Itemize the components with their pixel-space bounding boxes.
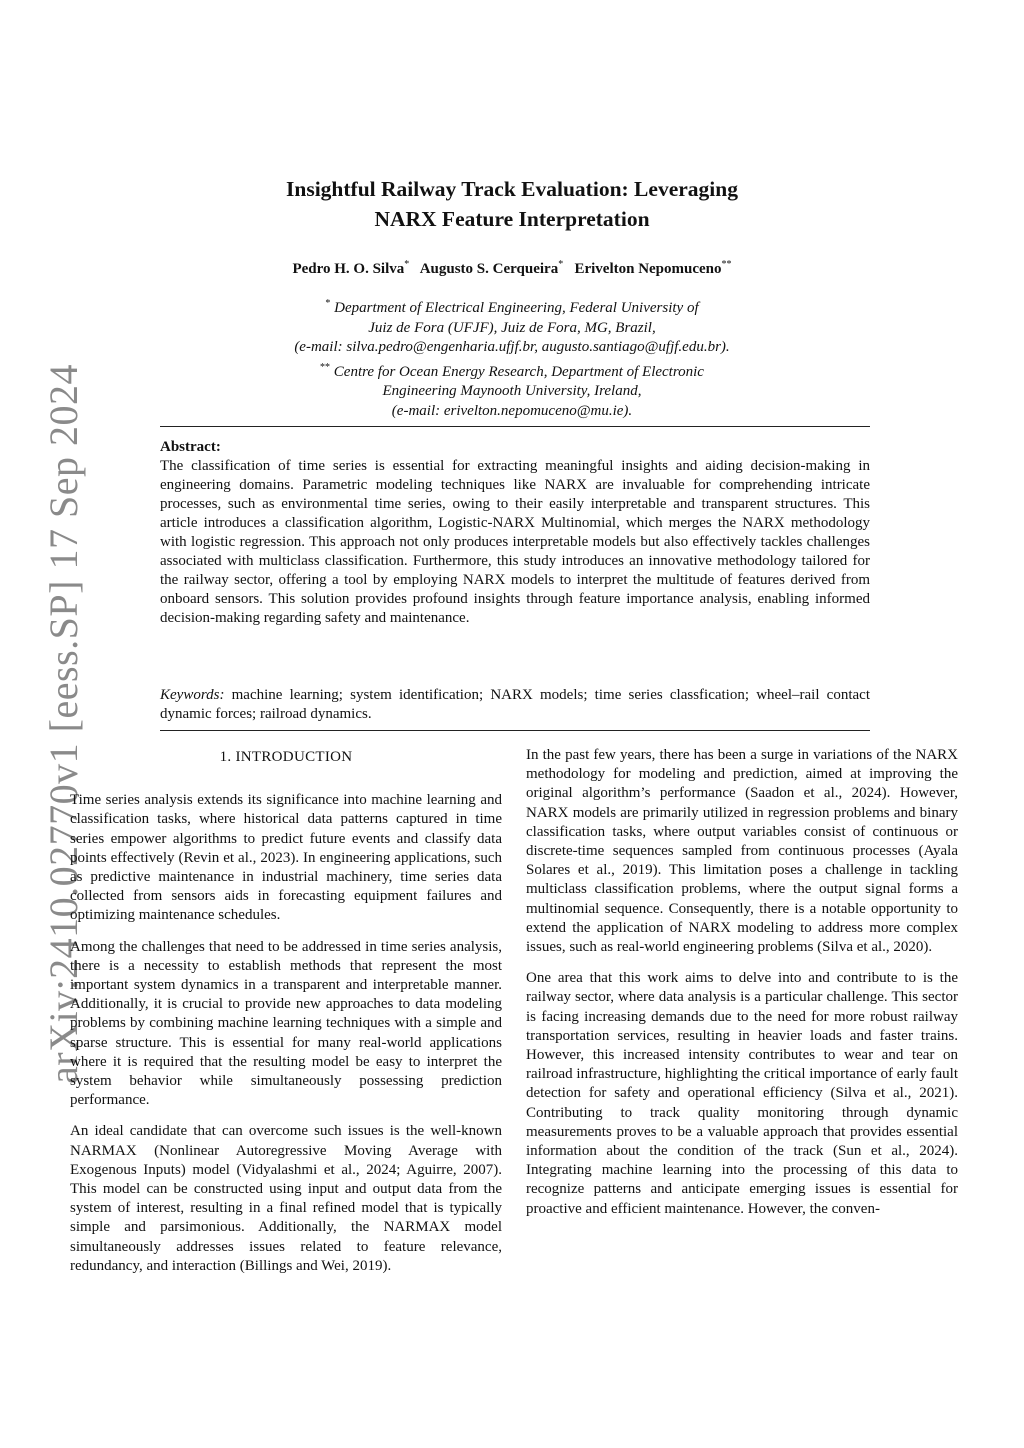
- keywords-label: Keywords:: [160, 687, 225, 703]
- author-mark: *: [404, 259, 410, 270]
- body-paragraph: Time series analysis extends its significance into machine learning and classification tasks, where historical data patterns captured in time series empower algorithms to predict future events and classify data points effectively (Revin et al., 2023). In engineering applications, such as predictive maintenance in industrial machinery, time series data collected from sensors aids in forecasting equipment failures and optimizing maintenance schedules.: [70, 792, 502, 924]
- body-paragraph: Among the challenges that need to be addressed in time series analysis, there is a necessity to establish methods that represent the most important system dynamics in a transparent and interpretable manner. Additionally, it is crucial to provide new approaches to data modeling problems by combining machine learning techniques with a simple and sparse structure. This is essential for many real-world applications where it is required that the resulting model be easy to interpret the system behavior while simultaneously possessing prediction performance.: [70, 938, 502, 1109]
- affiliation-email: (e-mail: silva.pedro@engenharia.ufjf.br, augusto.santiago@ufjf.edu.br).: [294, 339, 730, 356]
- affiliation-mark: **: [320, 361, 331, 373]
- abstract-heading: Abstract:: [160, 439, 221, 455]
- affiliation-line: Engineering Maynooth University, Ireland,: [382, 383, 642, 400]
- section-heading: 1. INTRODUCTION: [219, 749, 353, 765]
- affiliation-email: (e-mail: erivelton.nepomuceno@mu.ie).: [391, 402, 633, 419]
- keywords: [160, 686, 870, 724]
- abstract-bottom-rule: [160, 730, 870, 731]
- body-paragraph: In the past few years, there has been a surge in variations of the NARX methodology for modeling and prediction, aimed at improving the original algorithm’s performance (Saadon et al., 2024). However, NARX models are primarily utilized in regression problems and binary classification tasks, where output variables consist of continuous or discrete-time sequences sampled from continuous processes (Ayala Solares et al., 2019). This limitation poses a challenge in tackling multiclass classification problems, where the output signal forms a multinomial sequence. Consequently, there is a notable opportunity to extend the application of NARX modeling to address more complex issues, such as real-world engineering problems (Silva et al., 2020).: [526, 747, 958, 956]
- author-mark: *: [558, 259, 564, 270]
- paper-title: [200, 174, 824, 234]
- affiliation-line: Juiz de Fora (UFJF), Juiz de Fora, MG, Brazil,: [368, 319, 656, 336]
- abstract-top-rule: [160, 426, 870, 427]
- title-line-1: Insightful Railway Track Evaluation: Leveraging: [286, 177, 738, 201]
- body-paragraph: One area that this work aims to delve into and contribute to is the railway sector, where data analysis is a particular challenge. This sector is facing increasing demands due to the need for more robust railway transportation services, resulting in heavier loads and faster trains. However, this increased intensity contributes to wear and tear on railroad infrastructure, highlighting the critical importance of early fault detection for safety and operational efficiency (Silva et al., 2021). Contributing to track quality monitoring through dynamic measurements proves to be a valuable approach that provides essential information about the condition of the track (Sun et al., 2024). Integrating machine learning into the processing of this data to recognize patterns and anticipate emerging issues is essential for proactive and efficient maintenance. However, the conven-: [526, 970, 958, 1217]
- author-list: [200, 256, 824, 278]
- left-column: [70, 746, 502, 1288]
- author-name: Augusto S. Cerqueira: [419, 261, 559, 277]
- affiliations: [200, 294, 824, 422]
- affiliation-mark: *: [325, 298, 331, 309]
- right-column: [526, 746, 958, 1231]
- affiliation-line: Centre for Ocean Energy Research, Department of Electronic: [333, 363, 704, 380]
- keywords-text: machine learning; system identification; NARX models; time series classfication; wheel–rail contact dynamic forces; railroad dynamics.: [160, 687, 870, 722]
- arxiv-stamp: arXiv:2410.02770v1 [eess.SP] 17 Sep 2024: [41, 364, 86, 1084]
- abstract: [160, 438, 870, 628]
- author-mark: **: [721, 259, 732, 270]
- abstract-text: The classification of time series is essential for extracting meaningful insights and aiding decision-making in engineering domains. Parametric modeling techniques like NARX are invaluable for comprehending intricate processes, such as environmental time series, owing to their easily interpretable and transparent structures. This article introduces a classification algorithm, Logistic-NARX Multinomial, which merges the NARX methodology with logistic regression. This approach not only produces interpretable models but also effectively tackles challenges associated with multiclass classification. Furthermore, this study introduces an innovative methodology tailored for the railway sector, offering a tool by employing NARX models to interpret the multitude of features derived from onboard sensors. This solution provides profound insights through feature importance analysis, enabling informed decision-making regarding safety and maintenance.: [160, 458, 870, 626]
- author-name: Pedro H. O. Silva: [292, 261, 405, 277]
- affiliation-line: Department of Electrical Engineering, Federal University of: [334, 300, 699, 316]
- body-paragraph: An ideal candidate that can overcome such issues is the well-known NARMAX (Nonlinear Autoregressive Moving Average with Exogenous Inputs) model (Vidyalashmi et al., 2024; Aguirre, 2007). This model can be constructed using input and output data from the system of interest, resulting in a final refined model that is typically simple and parsimonious. Additionally, the NARMAX model simultaneously addresses issues related to feature relevance, redundancy, and interaction (Billings and Wei, 2019).: [70, 1123, 502, 1274]
- author-name: Erivelton Nepomuceno: [574, 261, 722, 277]
- title-line-2: NARX Feature Interpretation: [374, 207, 650, 231]
